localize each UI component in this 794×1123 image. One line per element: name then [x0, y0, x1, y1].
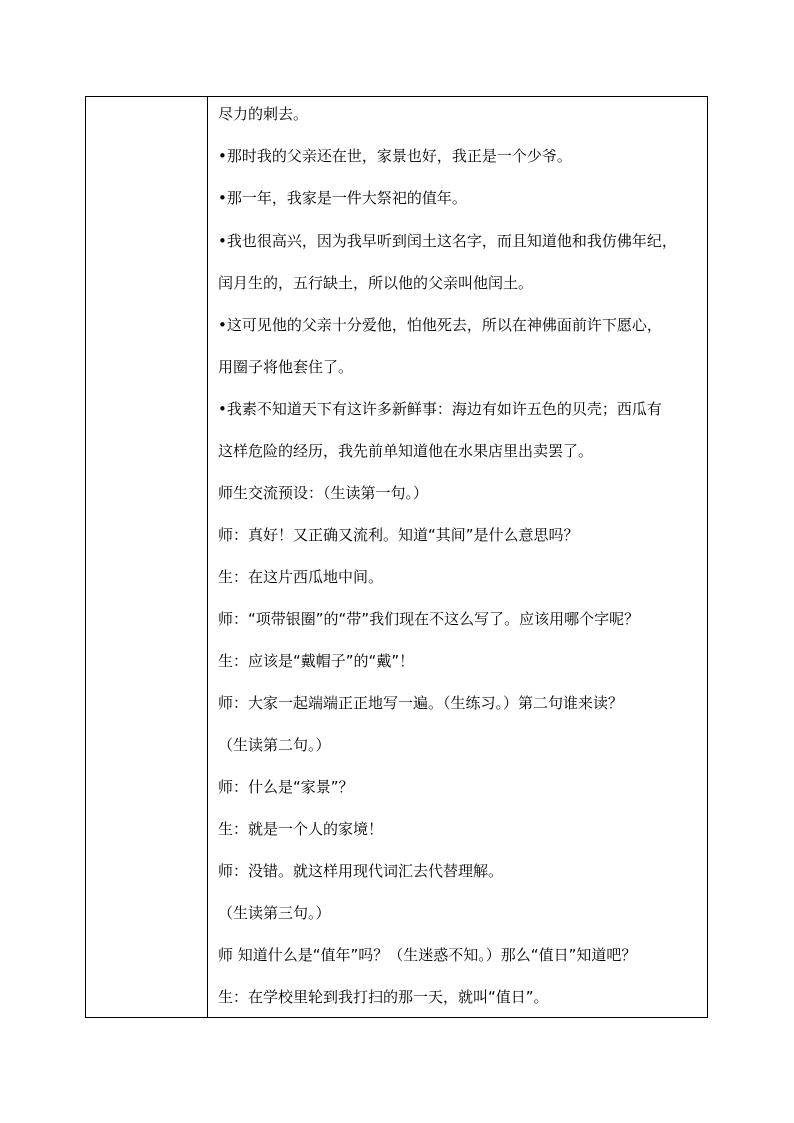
text-line: •那一年，我家是一件大祭祀的值年。 — [218, 189, 467, 207]
text-line: 闰月生的，五行缺土，所以他的父亲叫他闰土。 — [218, 274, 534, 292]
lesson-table — [85, 96, 708, 1018]
table-left-column — [86, 97, 208, 1017]
text-line: 生：在学校里轮到我打扫的那一天，就叫“值日”。 — [218, 988, 549, 1006]
text-line: 生：应该是“戴帽子”的“戴”！ — [218, 652, 415, 670]
text-line: •我素不知道天下有这许多新鲜事：海边有如许五色的贝壳；西瓜有 — [218, 400, 662, 418]
text-line: •这可见他的父亲十分爱他，怕他死去，所以在神佛面前许下愿心， — [218, 316, 662, 334]
text-line: （生读第二句。） — [218, 736, 331, 754]
text-line: 用圈子将他套住了。 — [218, 358, 354, 376]
text-line: 师：真好！又正确又流利。知道“其间”是什么意思吗？ — [218, 526, 579, 544]
text-line: 尽力的刺去。 — [218, 105, 309, 123]
text-line: 师：什么是“家景”？ — [218, 778, 354, 796]
text-line: （生读第三句。） — [218, 904, 331, 922]
text-line: •那时我的父亲还在世，家景也好，我正是一个少爷。 — [218, 147, 572, 165]
text-line: 师 知道什么是“值年”吗？（生迷惑不知。）那么“值日”知道吧？ — [218, 946, 637, 964]
text-line: •我也很高兴，因为我早听到闰土这名字，而且知道他和我仿佛年纪， — [218, 232, 677, 250]
text-line: 师：大家一起端端正正地写一遍。（生练习。）第二句谁来读？ — [218, 694, 624, 712]
table-content-column — [208, 97, 707, 1017]
text-line: 师：“项带银圈”的“带”我们现在不这么写了。应该用哪个字呢？ — [218, 610, 640, 628]
text-line: 师：没错。就这样用现代词汇去代替理解。 — [218, 862, 504, 880]
text-line: 生：就是一个人的家境！ — [218, 820, 384, 838]
text-line: 生：在这片西瓜地中间。 — [218, 568, 384, 586]
text-line: 这样危险的经历，我先前单知道他在水果店里出卖罢了。 — [218, 442, 594, 460]
text-line: 师生交流预设：（生读第一句。） — [218, 484, 429, 502]
